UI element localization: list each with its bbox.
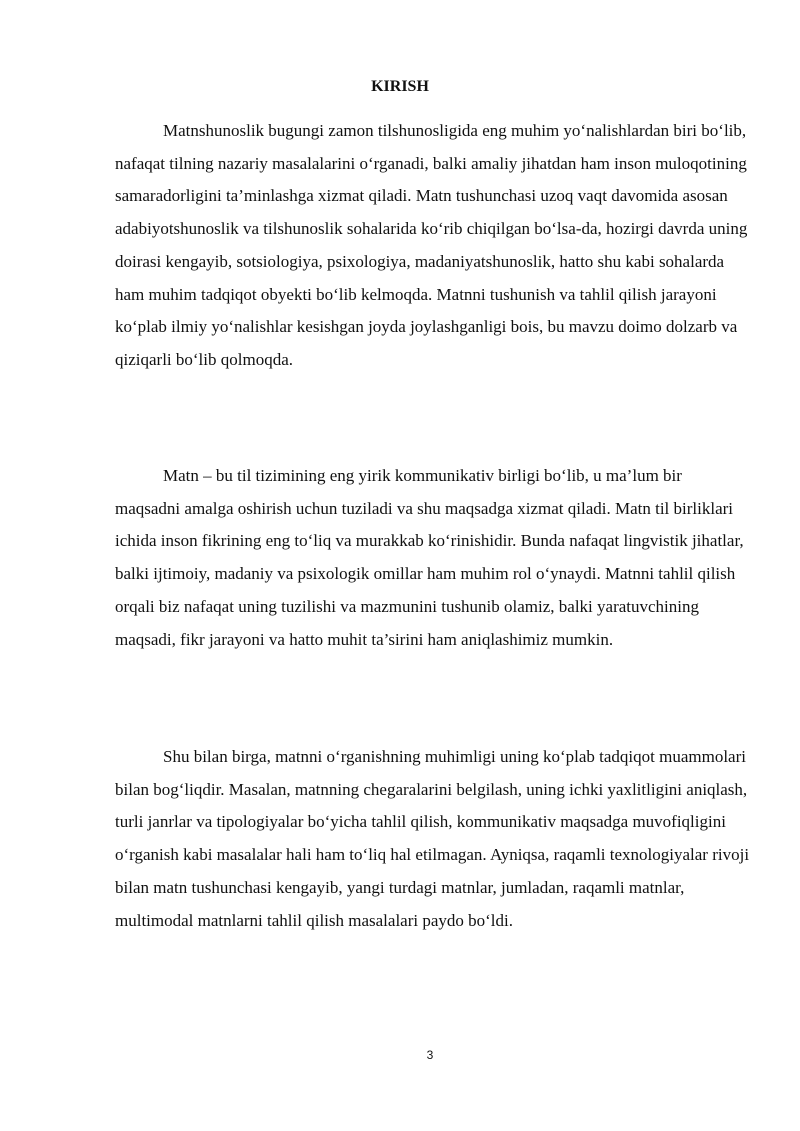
paragraph-1: Matnshunoslik bugungi zamon tilshunosligida eng muhim yo‘nalishlardan biri bo‘lib, nafaqat tilning nazariy masalalarini o‘rganadi, balki amaliy jihatdan ham inson muloqotining samaradorligini ta’minlashga xizmat qiladi. Matn tushunchasi uzoq vaqt davomida asosan adabiyotshunoslik va tilshunoslik sohalarida ko‘rib chiqilgan bo‘lsa-da, hozirgi davrda uning doirasi kengayib, sotsiologiya, psixologiya, madaniyatshunoslik, hatto shu kabi sohalarda ham muhim tadqiqot obyekti bo‘lib kelmoqda. Matnni tushunish va tahlil qilish jarayoni ko‘plab ilmiy yo‘nalishlar kesishgan joyda joylashganligi bois, bu mavzu doimo dolzarb va qiziqarli bo‘lib qolmoqda. [115, 121, 748, 369]
page-number: 3 [426, 1048, 434, 1062]
section-heading: KIRISH [371, 78, 429, 95]
paragraph-2: Matn – bu til tizimining eng yirik kommunikativ birligi bo‘lib, u ma’lum bir maqsadni amalga oshirish uchun tuziladi va shu maqsadga xizmat qiladi. Matn til birliklari ichida inson fikrining eng to‘liq va murakkab ko‘rinishidir. Bunda nafaqat lingvistik jihatlar, balki ijtimoiy, madaniy va psixologik omillar ham muhim rol o‘ynaydi. Matnni tahlil qilish orqali biz nafaqat uning tuzilishi va mazmunini tushunib olamiz, balki yaratuvchining maqsadi, fikr jarayoni va hatto muhit ta’sirini ham aniqlashimiz mumkin. [115, 466, 744, 649]
paragraph-3: Shu bilan birga, matnni o‘rganishning muhimligi uning ko‘plab tadqiqot muammolari bilan bog‘liqdir. Masalan, matnning chegaralarini belgilash, uning ichki yaxlitligini aniqlash, turli janrlar va tipologiyalar bo‘yicha tahlil qilish, kommunikativ maqsadga muvofiqligini o‘rganish kabi masalalar hali ham to‘liq hal etilmagan. Ayniqsa, raqamli texnologiyalar rivoji bilan matn tushunchasi kengayib, yangi turdagi matnlar, jumladan, raqamli matnlar, multimodal matnlarni tahlil qilish masalalari paydo bo‘ldi. [115, 747, 750, 930]
